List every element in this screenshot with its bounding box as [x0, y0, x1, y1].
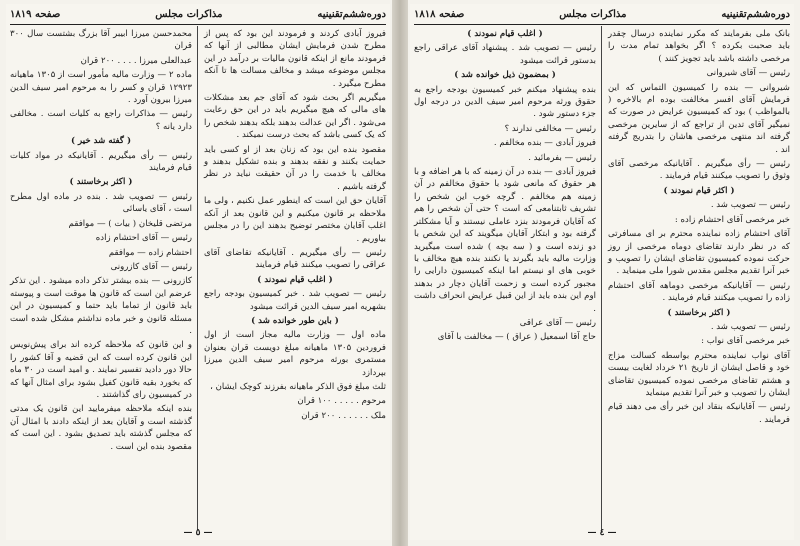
page-header: [10, 8, 386, 22]
section-title: مذاکرات مجلس: [559, 9, 627, 20]
paragraph: رئیس — تصویب شد .: [710, 321, 790, 332]
paragraph: مرتضی قلیخان ( بیات ) — موافقم: [68, 218, 192, 229]
paragraph: ( اغلب قیام نمودند ): [467, 29, 543, 39]
paragraph: ( اغلب قیام نمودند ): [257, 274, 333, 285]
paragraph: خبر مرخصی آقای نواب :: [701, 336, 790, 347]
paragraph: بنده پیشنهاد میکنم خبر کمیسیون بودجه راجع به حقوق ورثه مرحوم امیر سیف الدین در درجه اول جزء دستور شود .: [414, 84, 596, 120]
paragraph: فیروز آبادی — بنده مخالفم .: [493, 138, 596, 149]
paragraph: مرحوم . . . . . ۱۰۰ قران: [297, 396, 386, 407]
paragraph: آقای نواب نماینده محترم بواسطه کسالت مزاج خود و قاصل ایشان از تاریخ ۲۱ خرداد لغایت بیست و هشتم تقاضای مرخصی نموده کمیسیون تقاضای ایشان را تصویب و خبر آنرا تقدیم مینماید: [608, 350, 790, 398]
paragraph: آقایان حق این است که اینطور عمل نکنیم ، ولی ما ملاحظه بر قانون میکنیم و این قانون بعد از آنکه اغلب آقایان مختصر توضیح بدهند این را در مجلس بیاوریم .: [204, 196, 386, 244]
column-divider: [601, 26, 602, 530]
paragraph: رئیس — آقای عراقی: [519, 317, 596, 328]
paragraph: حاج آقا اسمعیل ( عراق ) — مخالفت با آقای: [437, 332, 596, 343]
paragraph: آقای احتشام زاده نماینده محترم بر ای مسافرتی که در نظر دارند تقاضای دوماه مرخصی از روز حرکت نموده کمیسیون تقاضای ایشان را تصویب و خبر آنرا تقدیم مجلس مقدس شورا ملی مینماید .: [608, 229, 790, 277]
paragraph: میگیریم اگر بحث شود که آقای جم بعد مشکلات های مالی که هیچ میگیریم باید در این حق رعایت می‌شود . اگر این عدالت بدهند بلکه بدهند شخص را که یک کسی باشد که بحث درست نمیکند .: [204, 93, 386, 141]
right-column: [608, 28, 790, 428]
paragraph: محمدحسن میرزا ابیبر آقا بزرگ بشتست سال ۳۰۰ قران: [10, 29, 192, 52]
paragraph: کازرونی — بنده بیشتر تذکر داده میشود . این تذکر عرضم این است که قانون ها موقت است و پیوسته باید قانون از تماما باید حتما و کمیسیون در این مسئله قانون و خبر ماده نداشتم مشکل شده است .: [10, 276, 192, 336]
right-column: [204, 28, 386, 424]
paragraph: رئیس — مذاکرات راجع به کلیات است . مخالفی دارد یانه ؟: [10, 109, 192, 132]
paragraph: فیروز آبادی — بنده در آن زمینه که با هر اضافه و با هر حقوق که مانعی شود با حقوق مخالفم در آن زمینه هم مخالفم . گرچه خوب این شخص را تشریف ثابتنامعی که است ؟ حتی آن شخص را هم که آقایان فرمودند بنزد عاملی نیستند و آیا مشکلتر گرفته بود و ابتکار آقایان میگویند که این شخص با دو زنده است و ( سه بچه ) شده است میگیرید وزارت مالیه باید بگیرند یا نکنند بنده هیچ مخالف با خوبی های او نیستم اما اینکه کمیسیون دارایی را مجبور کرده است و زحمت آقایان دچار در بدهند اوم این بنده باید از این قبیل عرایض انحراف داشت .: [414, 167, 596, 314]
left-column: [414, 28, 596, 346]
paragraph: رئیس — آقای کازرونی: [110, 261, 192, 272]
paragraph: رئیس — مخالفی ندارند ؟: [504, 123, 596, 134]
page-number: — ٥ —: [183, 528, 213, 538]
paragraph: ( اکثر برخاستند ): [667, 307, 731, 318]
paragraph: رئیس — تصویب شد . خبر کمیسیون بودجه راجع بشهریه امیر سیف الدین قرائت میشود: [204, 289, 386, 312]
paragraph: ( بمضمون ذیل خوانده شد ): [454, 70, 556, 81]
paragraph: رئیس — آقای احتشام زاده: [95, 233, 192, 244]
left-column: [10, 28, 192, 455]
section-title: مذاکرات مجلس: [155, 9, 223, 20]
paragraph: رئیس — تصویب شد .: [710, 200, 790, 211]
paragraph: عبدالعلی میرزا . . . . ۲۰۰ قران: [80, 55, 192, 66]
page-label: صفحه ۱۸۱۹: [10, 9, 61, 20]
journal-title: دوره‌ششم‌تقنینیه: [317, 9, 386, 20]
paragraph: رئیس — رأی میگیریم . آقایانیکه در مواد کلیات قیام فرمایند: [10, 150, 192, 174]
paragraph: خبر مرخصی آقای احتشام زاده :: [674, 214, 790, 225]
journal-title: دوره‌ششم‌تقنینیه: [721, 9, 790, 20]
paragraph: ثلث مبلغ فوق الذکر ماهیانه بفرزند کوچک ایشان ،: [210, 381, 386, 392]
paragraph: و این قانون که ملاحظه کرده اند برای پیش‌نویس این قانون کرده است که این قضیه و آقا کشور را حالا دور دادید تفسیر نمایند . و امید است در ۳۰ ماه که بخورد بقیه قانون کفیل بشود برای امثال آنها که در کمیسیون رای گذاشتند .: [10, 340, 192, 400]
paragraph: ماده ۲ — وزارت مالیه مأمور است از ۱۳۰۵ ماهیانه ۱۲۹۲۳ قران و کسر را به مرحوم امیر سیف الدین میرزا بیرون آورد .: [10, 70, 192, 106]
paragraph: مقصود بنده این بود که زنان بعد از او کسی باید حمایت بکنند و نفقه بدهند و بنده تشکیل بدهند و مخالف با خدمت را در آن حقیقت نباید در نظر گرفته باشیم .: [204, 144, 386, 192]
paragraph: ملک . . . . . . ۲۰۰ قران: [301, 410, 386, 421]
paragraph: رئیس — رأی میگیریم . آقایانیکه مرخصی آقای وثوق را تصویب میکنند قیام فرمایند .: [608, 159, 790, 182]
paragraph: رئیس — آقایانیکه مرخصی دوماهه آقای احتشام زاده را تصویب میکنند قیام فرمایند .: [608, 280, 790, 304]
paragraph: ماده اول — وزارت مالیه مجاز است از اول فروردین ۱۳۰۵ ماهیانه مبلغ دویست قران بعنوان مستمری بورثه مرحوم امیر سیف الدین میرزا بپردازد: [204, 330, 386, 378]
column-divider: [197, 26, 198, 530]
paragraph: ( گفته شد خیر ): [70, 136, 132, 147]
page-label: صفحه ۱۸۱۸: [414, 9, 465, 20]
book-gutter: [392, 0, 408, 546]
paragraph: رئیس — تصویب شد . بنده در ماده اول مطرح است ، آقای یاسائی: [10, 191, 192, 215]
header-rule: [10, 24, 386, 25]
paragraph: رئیس — بفرمائید .: [528, 152, 596, 163]
paragraph: شیروانی — بنده را کمیسیون التماس که این فرمایش آقای افسر مخالفت بوده ام بالاخره ( بالمواظب ) بود که کمیسیون عرایض در صورت که نمیگیر آقای تدین از تراجع که از سایرین مرخصی گرفته اند منتهی مرخصی هاشان را بتدریج گرفته اند .: [608, 82, 790, 155]
paragraph: رئیس — رأی میگیریم . آقایانیکه تقاضای آقای عراقی را تصویب میکنند قیام فرمایند: [204, 247, 386, 271]
page-number: — ٤ —: [587, 528, 617, 538]
paragraph: ( اکثر برخاستند ): [69, 177, 133, 188]
page-header: [414, 8, 790, 22]
paragraph: بنده اینکه ملاحظه میفرمایید این قانون یک مدتی گذشته است و آقایان بعد از اینکه دادند با امثال آن که مجلس گذشته باید تصدیق بشود . این است که مقصود بنده این است .: [10, 404, 192, 452]
paragraph: رئیس — آقایانیکه بنقاد این خبر رأی می دهند قیام فرمایند .: [608, 402, 790, 425]
paragraph: فیروز آبادی کردند و فرمودند این بود که پس از مطرح شدن فرمایش ایشان مطالبی از آنها که فرمودند مانع از اینکه قانون مالیات بر درآمد در این مجلس موضوعه میشد و مخالف مسالت ها تا آنکه مطرح میگیرد .: [204, 29, 386, 89]
page-1819: [6, 4, 390, 540]
paragraph: ( اکثر قیام نمودند ): [663, 185, 735, 196]
paragraph: ( باین طور خوانده شد ): [251, 315, 339, 326]
paragraph: احتشام زاده — موافقم: [108, 247, 192, 258]
page-1818: [410, 4, 794, 540]
paragraph: رئیس — تصویب شد . پیشنهاد آقای عراقی راجع بدستور قرائت میشود: [414, 43, 596, 66]
paragraph: بانک ملی بفرمایند که مکرر نماینده درسال چقدر باید صحبت بکرده ؟ اگر بخواهد تمام مدت را مرخصی داشته باشد باید تجویز کنند ): [608, 29, 790, 64]
paragraph: رئیس — آقای شیروانی: [706, 68, 790, 79]
header-rule: [414, 24, 790, 25]
